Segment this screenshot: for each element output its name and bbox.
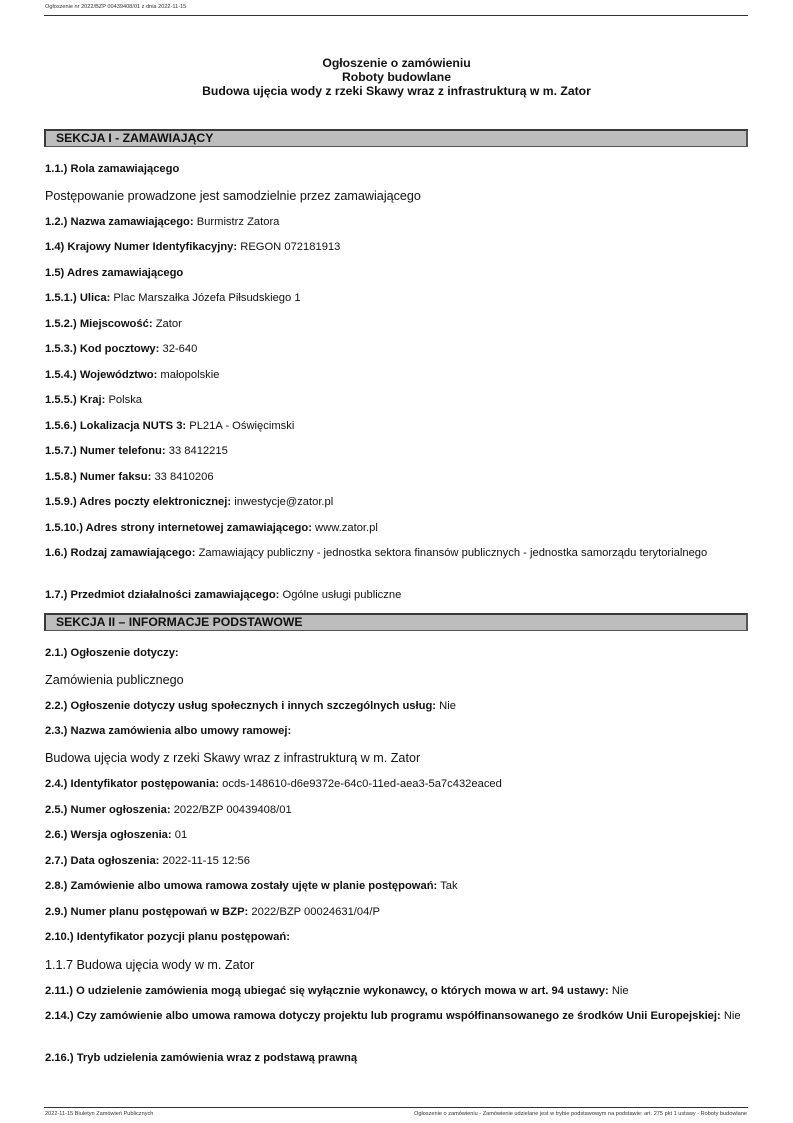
label: 2.16.) Tryb udzielenia zamówienia wraz z podstawą prawną [45,1052,358,1064]
field-1-5-6 [45,420,294,432]
label: 1.5.8.) Numer faksu: [45,471,152,483]
section-heading-2: SEKCJA II – INFORMACJE PODSTAWOWE [44,613,748,631]
value: 2022/BZP 00439408/01 [173,804,292,816]
field-1-4 [45,241,340,253]
value: www.zator.pl [315,522,378,534]
page-header-text: Ogłoszenie nr 2022/BZP 00439408/01 z dnia 2022-11-15 [45,4,187,10]
label: 1.5.6.) Lokalizacja NUTS 3: [45,420,187,432]
label: 2.10.) Identyfikator pozycji planu postępowań: [45,931,290,943]
label: 2.1.) Ogłoszenie dotyczy: [45,647,179,659]
value: 32-640 [162,343,198,355]
field-2-6 [45,829,187,841]
field-2-1-label [45,647,179,659]
label: 1.2.) Nazwa zamawiającego: [45,216,194,228]
field-2-3-value: Budowa ujęcia wody z rzeki Skawy wraz z infrastrukturą w m. Zator [45,751,421,765]
label: 1.5.7.) Numer telefonu: [45,445,166,457]
field-2-14 [45,1010,745,1023]
header-divider [44,15,748,16]
label: 2.11.) O udzielenie zamówienia mogą ubiegać się wyłącznie wykonawcy, o których mowa w art. 94 ustawy: [45,985,609,997]
label: 1.5.4.) Województwo: [45,369,158,381]
label: 1.5) Adres zamawiającego [45,267,184,279]
field-2-5 [45,804,292,816]
value: 33 8412215 [168,445,228,457]
notice-category: Roboty budowlane [341,70,451,84]
field-1-6 [45,547,745,560]
label: 1.5.5.) Kraj: [45,394,106,406]
field-2-3-label [45,725,291,737]
label: 1.1.) Rola zamawiającego [45,163,180,175]
value: REGON 072181913 [240,241,341,253]
value: 33 8410206 [154,471,214,483]
label: 1.5.9.) Adres poczty elektronicznej: [45,496,232,508]
field-1-1-value: Postępowanie prowadzone jest samodzielnie przez zamawiającego [45,189,421,203]
field-2-1-value: Zamówienia publicznego [45,673,184,687]
value: Nie [723,1010,741,1022]
notice-title: Ogłoszenie o zamówieniu [322,56,471,70]
value: Nie [439,700,456,712]
label: 2.4.) Identyfikator postępowania: [45,778,220,790]
field-2-10-value: 1.1.7 Budowa ujęcia wody w m. Zator [45,958,255,972]
label: 2.9.) Numer planu postępowań w BZP: [45,906,249,918]
value: PL21A - Oświęcimski [189,420,295,432]
field-1-5 [45,267,183,279]
field-2-2 [45,700,456,712]
field-2-9 [45,906,380,918]
field-1-5-1 [45,292,301,304]
label: 1.7.) Przedmiot działalności zamawiającego: [45,589,280,601]
field-2-8 [45,880,458,892]
label: 1.6.) Rodzaj zamawiającego: [45,547,196,559]
value: Zator [155,318,182,330]
label: 1.5.10.) Adres strony internetowej zamawiającego: [45,522,312,534]
field-1-7 [45,589,401,601]
label: 2.3.) Nazwa zamówienia albo umowy ramowej: [45,725,292,737]
label: 2.5.) Numer ogłoszenia: [45,804,171,816]
label: 2.2.) Ogłoszenie dotyczy usług społecznych i innych szczególnych usług: [45,700,437,712]
field-2-7 [45,855,250,867]
footer-divider [44,1107,748,1108]
label: 1.5.2.) Miejscowość: [45,318,153,330]
label: 2.8.) Zamówienie albo umowa ramowa zostały ujęte w planie postępowań: [45,880,438,892]
label: 1.5.1.) Ulica: [45,292,111,304]
field-1-5-2 [45,318,182,330]
field-1-1-label [45,163,179,175]
value: Nie [611,985,629,997]
notice-subject: Budowa ujęcia wody z rzeki Skawy wraz z infrastrukturą w m. Zator [202,84,591,98]
value: Burmistrz Zatora [196,216,280,228]
value: 2022-11-15 12:56 [162,855,250,867]
field-2-11 [45,985,629,997]
field-2-4 [45,778,502,790]
value: 2022/BZP 00024631/04/P [251,906,380,918]
value: Zamawiający publiczny - jednostka sektora finansów publicznych - jednostka samorządu terytorialnego [198,547,708,559]
value: Tak [440,880,458,892]
label: 2.7.) Data ogłoszenia: [45,855,160,867]
label: 1.5.3.) Kod pocztowy: [45,343,160,355]
field-2-16 [45,1052,357,1064]
field-2-10-label [45,931,290,943]
label: 2.6.) Wersja ogłoszenia: [45,829,172,841]
value: Ogólne usługi publiczne [282,589,402,601]
label: 2.14.) Czy zamówienie albo umowa ramowa dotyczy projektu lub programu współfinansowanego ze środków Unii Europejskiej: [45,1010,721,1022]
footer-left-text: 2022-11-15 Biuletyn Zamówień Publicznych [45,1111,154,1117]
field-1-5-9 [45,496,333,508]
section-heading-1: SEKCJA I - ZAMAWIAJĄCY [44,129,748,147]
field-1-5-3 [45,343,197,355]
field-1-5-10 [45,522,378,534]
value: małopolskie [160,369,220,381]
value: Polska [108,394,143,406]
value: Plac Marszałka Józefa Piłsudskiego 1 [113,292,301,304]
label: 1.4) Krajowy Numer Identyfikacyjny: [45,241,238,253]
field-1-5-7 [45,445,228,457]
value: ocds-148610-d6e9372e-64c0-11ed-aea3-5a7c432eaced [222,778,502,790]
field-1-5-8 [45,471,214,483]
field-1-5-4 [45,369,219,381]
field-1-2 [45,216,279,228]
footer-right-text: Ogłoszenie o zamówieniu - Zamówienie udzielane jest w trybie podstawowym na podstawie: art. 275 pkt 1 ustawy - Roboty budowlane [413,1111,747,1117]
value: 01 [174,829,188,841]
value: inwestycje@zator.pl [234,496,334,508]
field-1-5-5 [45,394,142,406]
